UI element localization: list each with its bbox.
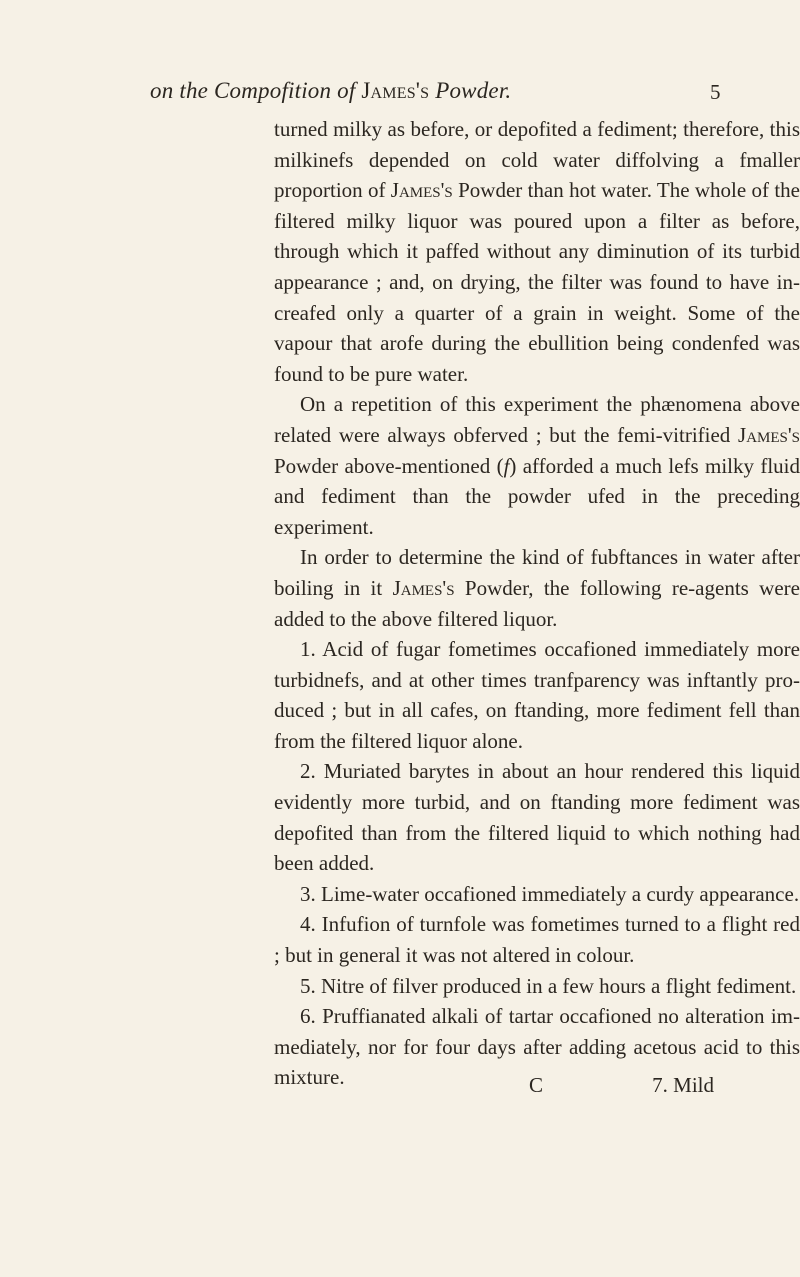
paragraph: 4. Infufion of turnfole was fometimes turned to a flight red ; but in general it was not altered in colour. <box>274 912 800 968</box>
paragraph: 6. Pruffianated alkali of tartar occafioned no alteration im-mediately, nor for four days after adding acetous acid to this mixture. <box>274 1004 800 1090</box>
catchword: 7. Mild <box>652 1073 714 1097</box>
running-header <box>150 78 800 118</box>
signature-mark: C <box>529 1073 544 1097</box>
italic-reference: f <box>503 453 510 478</box>
paragraph: 2. Muriated barytes in about an hour rendered this liquid evidently more turbid, and on ftanding more fediment was depofited than from the filtered liquid to which nothing had been added. <box>274 759 800 876</box>
paragraph: In order to determine the kind of fubftances in water after boiling in it James's Powder, the following re-agents were added to the above filtered liquor. <box>274 545 800 631</box>
small-caps-name: James's <box>392 575 455 600</box>
paragraph: 3. Lime-water occafioned immediately a curdy appearance. <box>300 881 800 906</box>
catchline <box>274 1073 800 1103</box>
paragraph: 1. Acid of fugar fometimes occafioned immediately more turbidnefs, and at other times tranfparency was inftantly pro-duced ; but in all cafes, on ftanding, more fediment fell than from the filtered liquor alone. <box>274 637 800 753</box>
page-number: 5 <box>710 80 721 104</box>
paragraph: 5. Nitre of filver produced in a few hours a flight fediment. <box>300 973 797 998</box>
small-caps-name: James's <box>390 178 453 203</box>
body-text <box>274 114 800 1093</box>
running-title: on the Compofition of James's Powder. <box>150 78 512 103</box>
paragraph: On a repetition of this experiment the phænomena above related were always obferved ; but the femi-vitrified James's Powder above-mentioned (f) afforded a much lefs milky fluid and fediment than the powder ufed in the preceding experiment. <box>274 392 800 539</box>
small-caps-name: James's <box>738 422 800 447</box>
paragraph: turned milky as before, or depofited a fediment; therefore, this milkinefs depended on cold water diffolving a fmaller proportion of James's Powder than hot water. The whole of the filtered milky liquor was poured upon a filter as before, through which it paffed without any diminution of its turbid appearance ; and, on drying, the filter was found to have in-creafed only a quarter of a grain in weight. Some of the vapour that arofe during the ebullition being condenfed was found to be pure water. <box>274 117 800 386</box>
